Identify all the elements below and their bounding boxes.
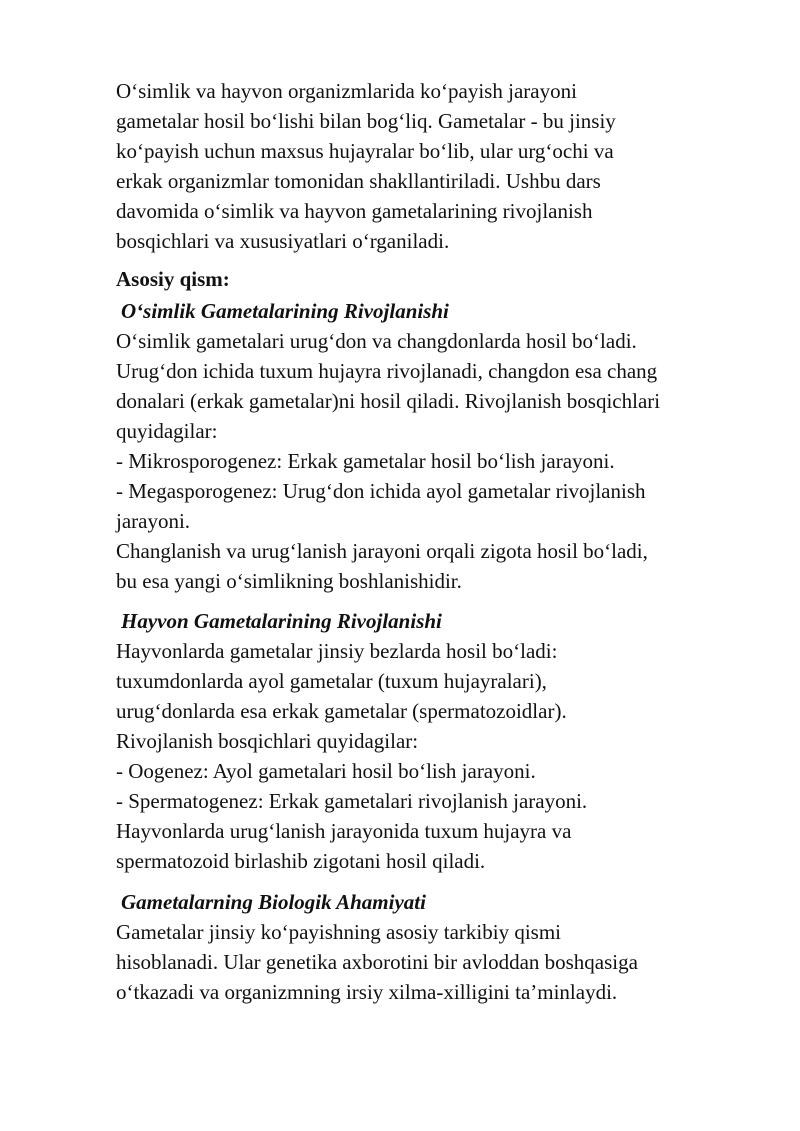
text-line: - Mikrosporogenez: Erkak gametalar hosil bo‘lish jarayoni. — [116, 449, 615, 473]
main-heading: Asosiy qism: — [116, 267, 230, 291]
text-line: Hayvonlarda gametalar jinsiy bezlarda hosil bo‘ladi: — [116, 639, 558, 663]
text-line: erkak organizmlar tomonidan shakllantiriladi. Ushbu dars — [116, 169, 601, 193]
text-line: urug‘donlarda esa erkak gametalar (spermatozoidlar). — [116, 699, 567, 723]
text-line: bu esa yangi o‘simlikning boshlanishidir. — [116, 569, 462, 593]
text-line: donalari (erkak gametalar)ni hosil qiladi. Rivojlanish bosqichlari — [116, 389, 661, 413]
intro-paragraph — [116, 76, 756, 256]
text-line: davomida o‘simlik va hayvon gametalarining rivojlanish — [116, 199, 593, 223]
text-line: tuxumdonlarda ayol gametalar (tuxum hujayralari), — [116, 669, 547, 693]
text-line: O‘simlik va hayvon organizmlarida ko‘payish jarayoni — [116, 79, 577, 103]
section-title: Gametalarning Biologik Ahamiyati — [121, 890, 426, 914]
text-line: Gametalar jinsiy ko‘payishning asosiy tarkibiy qismi — [116, 920, 562, 944]
text-line: Changlanish va urug‘lanish jarayoni orqali zigota hosil bo‘ladi, — [116, 539, 648, 563]
text-line: O‘simlik gametalari urug‘don va changdonlarda hosil bo‘ladi. — [116, 329, 637, 353]
text-line: hisoblanadi. Ular genetika axborotini bir avloddan boshqasiga — [116, 950, 638, 974]
section-biological-significance — [116, 887, 756, 1007]
document-page — [116, 76, 756, 1007]
text-line: - Oogenez: Ayol gametalari hosil bo‘lish jarayoni. — [116, 759, 536, 783]
text-line: bosqichlari va xususiyatlari o‘rganiladi. — [116, 229, 450, 253]
text-line: quyidagilar: — [116, 419, 218, 443]
text-line: Hayvonlarda urug‘lanish jarayonida tuxum hujayra va — [116, 819, 572, 843]
text-line: gametalar hosil bo‘lishi bilan bog‘liq. Gametalar - bu jinsiy — [116, 109, 616, 133]
section-title: O‘simlik Gametalarining Rivojlanishi — [121, 299, 449, 323]
text-line: o‘tkazadi va organizmning irsiy xilma-xilligini ta’minlaydi. — [116, 980, 618, 1004]
text-line: jarayoni. — [116, 509, 191, 533]
text-line: - Spermatogenez: Erkak gametalari rivojlanish jarayoni. — [116, 789, 588, 813]
section-animal-gametes — [116, 606, 756, 876]
section-plant-gametes — [116, 296, 756, 596]
text-line: Urug‘don ichida tuxum hujayra rivojlanadi, changdon esa chang — [116, 359, 658, 383]
text-line: Rivojlanish bosqichlari quyidagilar: — [116, 729, 419, 753]
text-line: ko‘payish uchun maxsus hujayralar bo‘lib, ular urg‘ochi va — [116, 139, 614, 163]
text-line: - Megasporogenez: Urug‘don ichida ayol gametalar rivojlanish — [116, 479, 646, 503]
text-line: spermatozoid birlashib zigotani hosil qiladi. — [116, 849, 486, 873]
section-title: Hayvon Gametalarining Rivojlanishi — [121, 609, 442, 633]
